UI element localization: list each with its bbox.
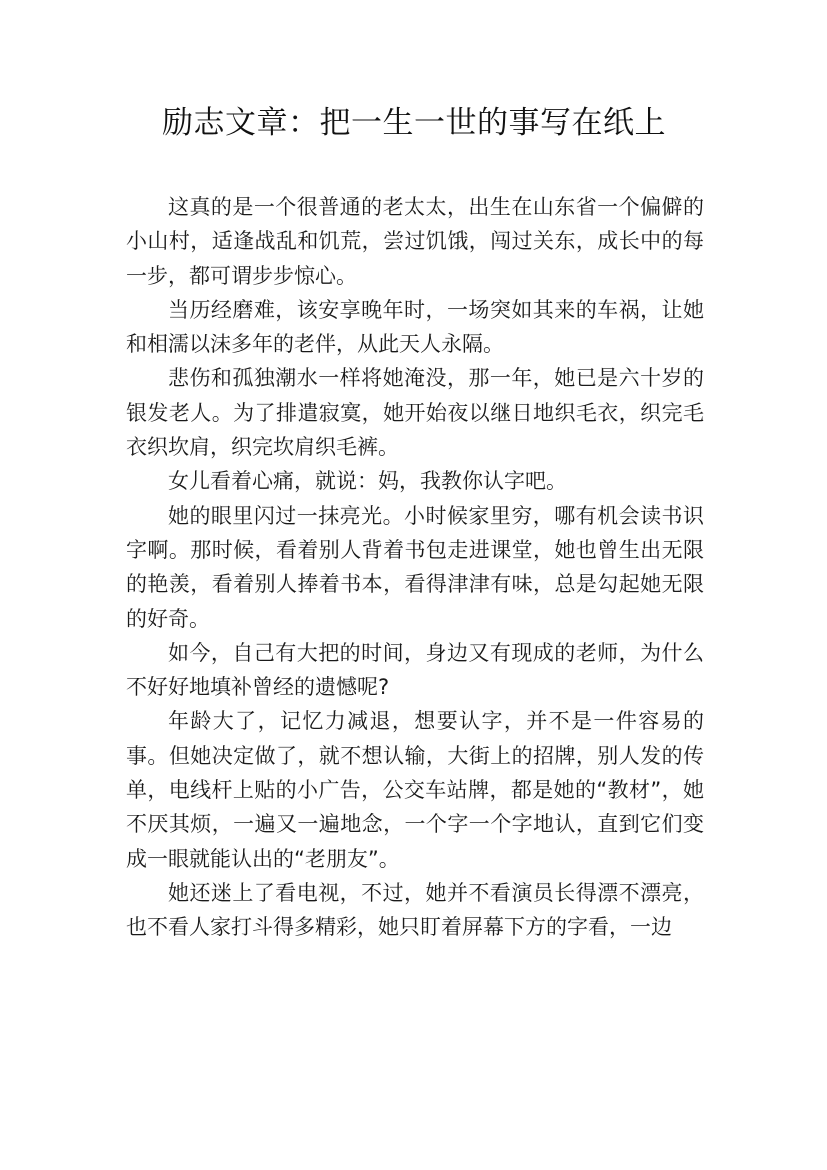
paragraph-3: 悲伤和孤独潮水一样将她淹没，那一年，她已是六十岁的银发老人。为了排遣寂寞，她开始夜以继日地织毛衣，织完毛衣织坎肩，织完坎肩织毛裤。 — [126, 366, 704, 460]
document-body — [126, 190, 704, 945]
document-title: 励志文章：把一生一世的事写在纸上 — [162, 105, 666, 141]
paragraph-1: 这真的是一个很普通的老太太，出生在山东省一个偏僻的小山村，适逢战乱和饥荒，尝过饥饿，闯过关东，成长中的每一步，都可谓步步惊心。 — [126, 195, 704, 288]
paragraph-4: 女儿看着心痛，就说：妈，我教你认字吧。 — [168, 469, 567, 494]
paragraph-2: 当历经磨难，该安享晚年时，一场突如其来的车祸，让她和相濡以沫多年的老伴，从此天人永隔。 — [126, 297, 704, 357]
paragraph-5: 她的眼里闪过一抹亮光。小时候家里穷，哪有机会读书识字啊。那时候，看着别人背着书包走进课堂，她也曾生出无限的艳羡，看着别人捧着书本，看得津津有味，总是勾起她无限的好奇。 — [126, 503, 704, 631]
paragraph-8: 她还迷上了看电视，不过，她并不看演员长得漂不漂亮，也不看人家打斗得多精彩，她只盯着屏幕下方的字看，一边 — [126, 880, 704, 940]
paragraph-7: 年龄大了，记忆力减退，想要认字，并不是一件容易的事。但她决定做了，就不想认输，大街上的招牌，别人发的传单，电线杆上贴的小广告，公交车站牌，都是她的“教材”，她不厌其烦，一遍又一遍地念，一个字一个字地认，直到它们变成一眼就能认出的“老朋友”。 — [126, 709, 704, 871]
paragraph-6: 如今，自己有大把的时间，身边又有现成的老师，为什么不好好地填补曾经的遗憾呢? — [126, 640, 704, 700]
